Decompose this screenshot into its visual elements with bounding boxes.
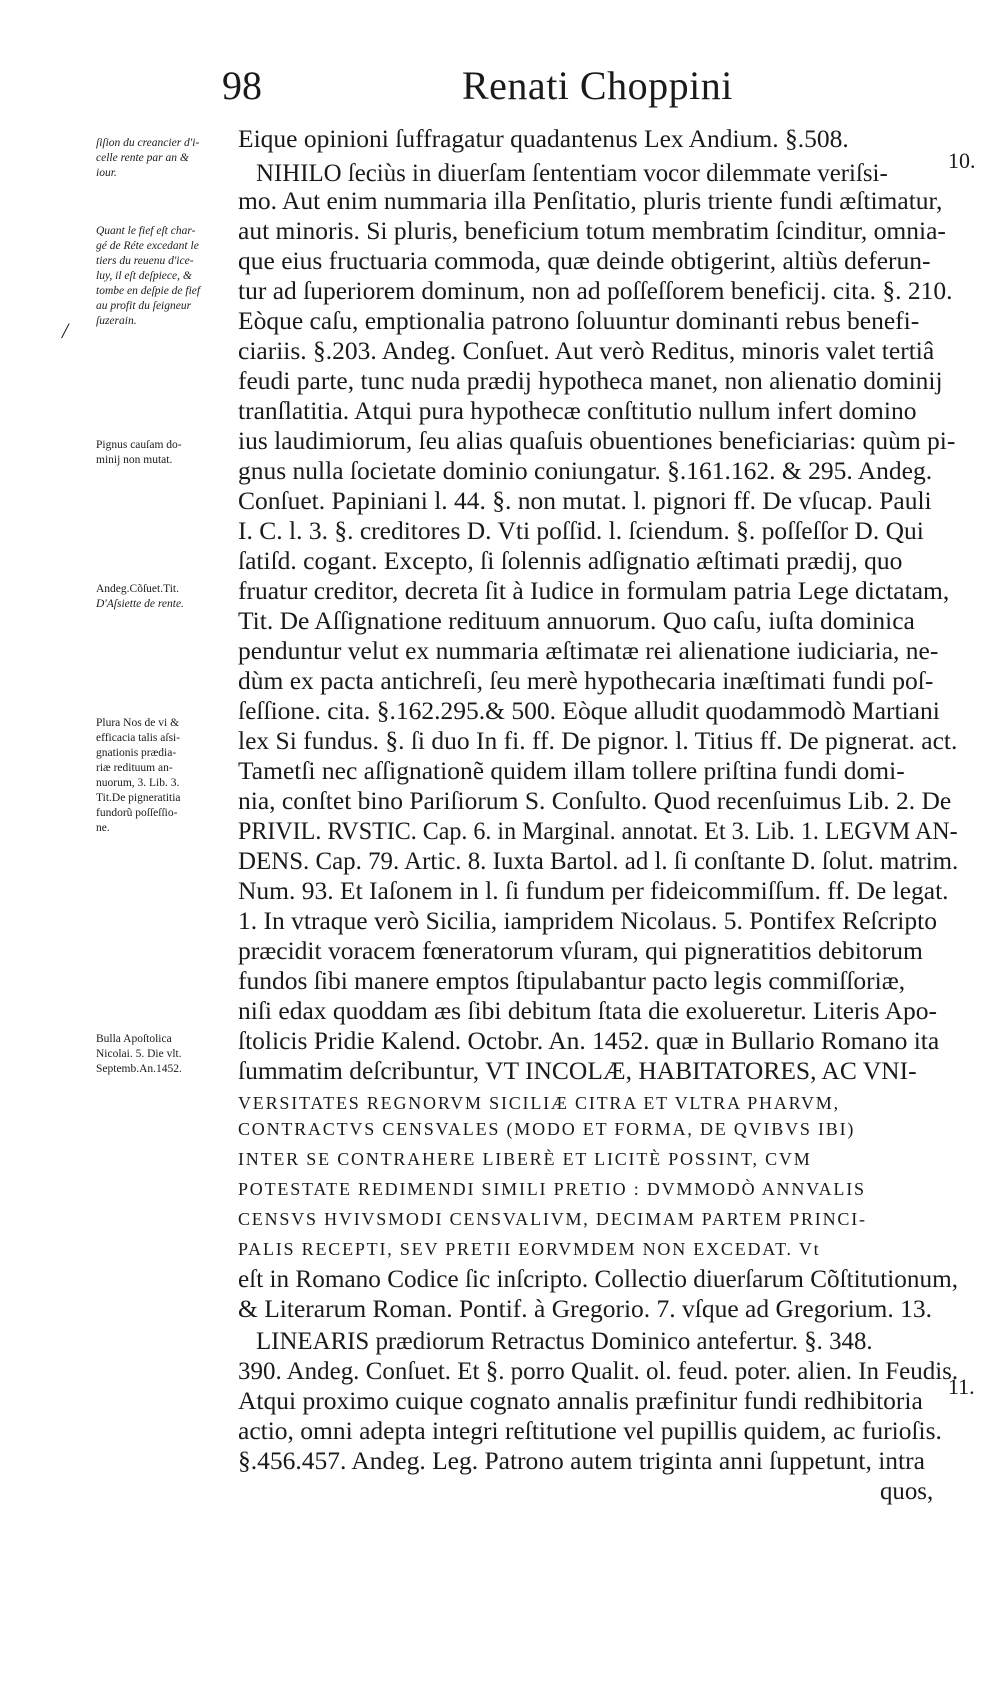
margin-note-line: luy, il eſt deſpiece, & [96,270,192,282]
margin-note-line: Bulla Apoſtolica [96,1033,172,1045]
margin-note-line: minij non mutat. [96,454,173,466]
text-line: lex Si fundus. §. ſi duo In fi. ff. De pignor. l. Titius ff. De pignerat. act. [238,726,958,755]
margin-note-line: Pignus cauſam do- [96,439,182,451]
margin-note-line: gé de Réte excedant le [96,240,199,252]
text-line: dùm ex pacta antichreſi, ſeu merè hypothecaria inæſtimati fundi poſ- [238,666,934,695]
text-line: Eòque caſu, emptionalia patrono ſoluuntur dominanti rebus benefi- [238,306,920,335]
margin-note-line: celle rente par an & [96,152,189,164]
margin-note-line: Septemb.An.1452. [96,1063,182,1075]
paragraph-number-11: 11. [948,1374,975,1399]
margin-note-1 [96,136,230,181]
text-line: 390. Andeg. Conſuet. Et §. porro Qualit. ol. feud. poter. alien. In Feudis. [238,1356,959,1385]
margin-note-line: ne. [96,822,110,834]
text-line: CONTRACTVS CENSVALES (MODO ET FORMA, DE QVIBVS IBI) [238,1119,856,1139]
text-line: NIHILO ſeciùs in diuerſam ſententiam vocor dilemmate veriſsi- [256,158,888,187]
text-line: tranſlatitia. Atqui pura hypothecæ conſtitutio nullum infert domino [238,396,917,425]
margin-note-3 [96,438,230,468]
text-line: ſummatim deſcribuntur, VT INCOLÆ, HABITATORES, AC VNI- [238,1056,917,1085]
text-line: ſeſſione. cita. §.162.295.& 500. Eòque alludit quodammodò Martiani [238,696,940,725]
text-line: que eius fructuaria commoda, quæ deinde obtigerint, altiùs deferun- [238,246,931,275]
text-line: I. C. l. 3. §. creditores D. Vti poſſid. l. ſciendum. §. poſſeſſor D. Qui [238,516,924,545]
margin-note-4 [96,582,230,612]
text-line: Num. 93. Et Iaſonem in l. ſi fundum per fideicommiſſum. ff. De legat. [238,876,949,905]
margin-mark: / [62,318,69,343]
margin-note-line: efficacia talis aſsi- [96,732,181,744]
text-line: aut minoris. Si pluris, beneficium totum membratim ſcinditur, omnia- [238,216,946,245]
text-line: actio, omni adepta integri reſtitutione vel pupillis quidem, ac furioſis. [238,1416,942,1445]
text-line: niſi edax quoddam æs ſibi debitum ſtata die exolueretur. Literis Apo- [238,996,937,1025]
text-line: 1. In vtraque verò Sicilia, iampridem Nicolaus. 5. Pontifex Reſcripto [238,906,937,935]
text-line: §.456.457. Andeg. Leg. Patrono autem triginta anni ſuppetunt, intra [238,1446,925,1475]
margin-note-line: D'Aſsiette de rente. [96,598,184,610]
margin-note-line: ſiſion du creancier d'i- [96,137,200,149]
text-line: DENS. Cap. 79. Artic. 8. Iuxta Bartol. ad l. ſi conſtante D. ſolut. matrim. [238,846,959,875]
text-line: eſt in Romano Codice ſic inſcripto. Collectio diuerſarum Cõſtitutionum, [238,1264,959,1293]
text-line: PRIVIL. RVSTIC. Cap. 6. in Marginal. annotat. Et 3. Lib. 1. LEGVM AN- [238,816,958,845]
text-line: fundos ſibi manere emptos ſtipulabantur pacto legis commiſſoriæ, [238,966,906,995]
margin-note-line: iour. [96,167,117,179]
margin-note-line: tiers du reuenu d'ice- [96,255,194,267]
text-line: ius laudimiorum, ſeu alias quaſuis obuentiones beneficiarias: quùm pi- [238,426,956,455]
text-line: Tametſi nec aſſignationẽ quidem illam tollere priſtina fundi domi- [238,756,905,785]
margin-note-line: ſuzerain. [96,315,137,327]
text-line: VERSITATES REGNORVM SICILIÆ CITRA ET VLTRA PHARVM, [238,1093,840,1113]
margin-note-line: riæ redituum an- [96,762,173,774]
margin-note-line: tombe en deſpie de fief [96,285,201,297]
margin-note-2 [96,224,230,329]
text-line: ciariis. §.203. Andeg. Conſuet. Aut verò Reditus, minoris valet tertiâ [238,336,935,365]
text-line: tur ad ſuperiorem dominum, non ad poſſeſſorem beneficij. cita. §. 210. [238,276,953,305]
text-line: Eique opinioni ſuffragatur quadantenus Lex Andium. §.508. [238,124,849,153]
text-line: feudi parte, tunc nuda prædij hypotheca manet, non alienatio dominij [238,366,943,395]
text-line: penduntur velut ex nummaria æſtimatæ rei alienatione iudiciaria, ne- [238,636,939,665]
paragraph-number-10: 10. [948,148,976,173]
margin-note-line: gnationis prædia- [96,747,177,759]
text-line: gnus nulla ſocietate dominio coniungatur. §.161.162. & 295. Andeg. [238,456,933,485]
running-title: Renati Choppini [462,63,733,108]
margin-note-line: Quant le fief eſt char- [96,225,196,237]
text-line: quos, [880,1476,934,1505]
text-line: ſatiſd. cogant. Excepto, ſi ſolennis adſignatio æſtimati prædij, quo [238,546,903,575]
margin-note-line: Plura Nos de vi & [96,717,180,729]
text-line: & Literarum Roman. Pontif. à Gregorio. 7. vſque ad Gregorium. 13. [238,1294,933,1323]
margin-note-line: Tit.De pigneratitia [96,792,181,804]
text-line: CENSVS HVIVSMODI CENSVALIVM, DECIMAM PARTEM PRINCI- [238,1209,867,1229]
text-line: POTESTATE REDIMENDI SIMILI PRETIO : DVMMODÒ ANNVALIS [238,1179,866,1199]
text-line: nia, conſtet bino Pariſiorum S. Conſulto. Quod recenſuimus Lib. 2. De [238,786,952,815]
text-line: LINEARIS prædiorum Retractus Dominico antefertur. §. 348. [256,1326,873,1355]
text-line: PALIS RECEPTI, SEV PRETII EORVMDEM NON EXCEDAT. Vt [238,1239,821,1259]
margin-note-6 [96,1032,230,1077]
text-line: Atqui proximo cuique cognato annalis præfinitur fundi redhibitoria [238,1386,923,1415]
margin-note-5 [96,716,230,836]
page-number: 98 [222,63,262,108]
text-line: fruatur creditor, decreta ſit à Iudice in formulam patria Lege dictatam, [238,576,950,605]
margin-note-line: fundorũ poſſeſſio- [96,807,178,819]
text-line: præcidit voracem fœneratorum vſuram, qui pigneratitios debitorum [238,936,923,965]
text-line: Conſuet. Papiniani l. 44. §. non mutat. l. pignori ff. De vſucap. Pauli [238,486,932,515]
text-line: INTER SE CONTRAHERE LIBERÈ ET LICITÈ POSSINT, CVM [238,1149,812,1169]
text-line: mo. Aut enim nummaria illa Penſitatio, pluris triente fundi æſtimatur, [238,186,943,215]
margin-note-line: Andeg.Cõſuet.Tit. [96,583,179,595]
margin-note-line: Nicolai. 5. Die vlt. [96,1048,182,1060]
text-line: Tit. De Aſſignatione redituum annuorum. Quo caſu, iuſta dominica [238,606,915,635]
text-line: ſtolicis Pridie Kalend. Octobr. An. 1452. quæ in Bullario Romano ita [238,1026,940,1055]
margin-note-line: nuorum, 3. Lib. 3. [96,777,180,789]
margin-note-line: au profit du ſeigneur [96,300,192,312]
